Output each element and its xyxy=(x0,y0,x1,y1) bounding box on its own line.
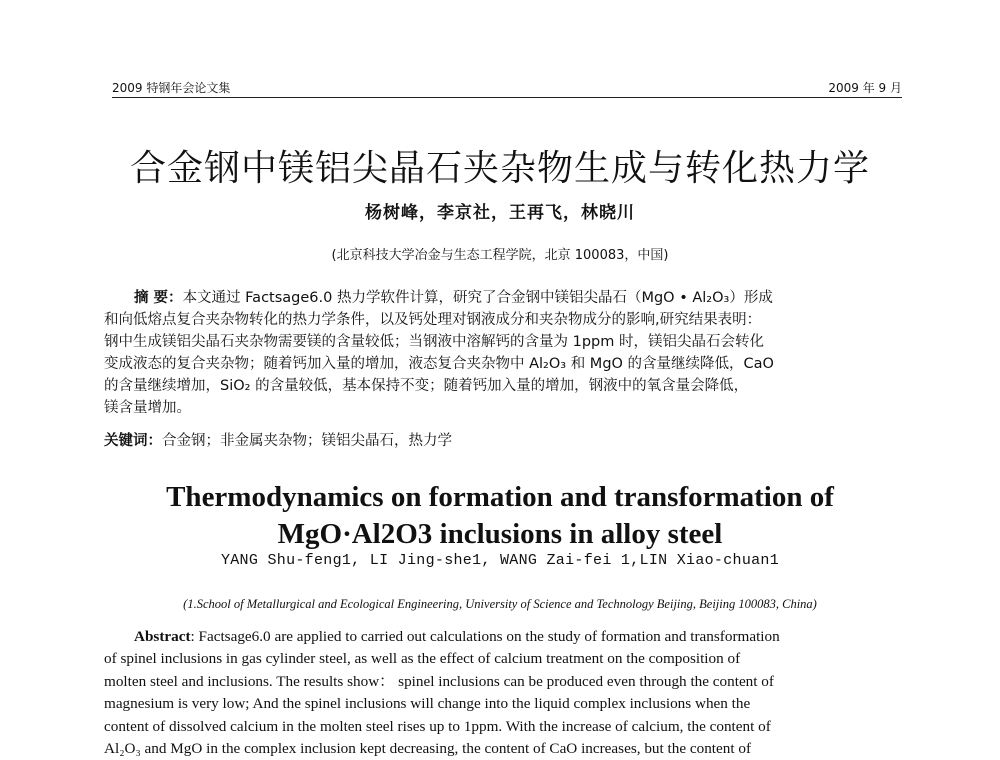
header-proceedings-title: 2009 特钢年会论文集 xyxy=(112,81,231,95)
abstract-cn-line: 和向低熔点复合夹杂物转化的热力学条件，以及钙处理对钢液成分和夹杂物成分的影响,研究结果表明： xyxy=(104,312,762,328)
keywords-cn-label: 关键词： xyxy=(104,433,162,449)
abstract-en-line: of spinel inclusions in gas cylinder steel, as well as the effect of calcium treatment on the composition of xyxy=(104,650,741,668)
abstract-cn-line: 的含量继续增加，SiO₂ 的含量较低，基本保持不变；随着钙加入量的增加，钢液中的氧含量会降低， xyxy=(104,378,749,394)
abstract-cn-label: 摘 要： xyxy=(134,290,183,306)
abstract-en-line: molten steel and inclusions. The results show： spinel inclusions can be produced even through the content of xyxy=(104,672,774,690)
paper-title-en-line1: Thermodynamics on formation and transformation of xyxy=(166,481,834,513)
abstract-cn-line: 钢中生成镁铝尖晶石夹杂物需要镁的含量较低；当钢液中溶解钙的含量为 1ppm 时，镁铝尖晶石会转化 xyxy=(104,334,764,350)
abstract-cn-line: 变成液态的复合夹杂物；随着钙加入量的增加，液态复合夹杂物中 Al₂O₃ 和 MgO 的含量继续降低，CaO xyxy=(104,356,774,372)
affiliation-cn: (北京科技大学冶金与生态工程学院，北京 100083，中国) xyxy=(331,248,669,263)
abstract-en-line: Abstract: Factsage6.0 are applied to carried out calculations on the study of formation and transformation xyxy=(134,628,780,645)
abstract-en-label: Abstract xyxy=(134,628,191,645)
authors-en: YANG Shu-feng1, LI Jing-she1, WANG Zai-fei 1,LIN Xiao-chuan1 xyxy=(220,552,780,569)
keywords-cn-list: 合金钢；非金属夹杂物；镁铝尖晶石，热力学 xyxy=(162,433,452,449)
authors-cn: 杨树峰，李京社，王再飞，林晓川 xyxy=(365,203,635,223)
abstract-cn-line: 镁含量增加。 xyxy=(104,400,191,416)
abstract-en-line: content of dissolved calcium in the molten steel rises up to 1ppm. With the increase of calcium, the content of xyxy=(104,717,771,735)
running-header xyxy=(112,78,902,98)
abstract-en xyxy=(104,626,899,760)
abstract-cn-line: 摘 要：本文通过 Factsage6.0 热力学软件计算，研究了合金钢中镁铝尖晶石（MgO • Al₂O₃）形成 xyxy=(134,290,773,306)
abstract-en-line: Al₂O₃ and MgO in the complex inclusion kept decreasing, the content of CaO increases, but the content of xyxy=(104,740,752,758)
header-date: 2009 年 9 月 xyxy=(828,81,902,95)
affiliation-en: (1.School of Metallurgical and Ecological Engineering, University of Science and Technology Beijing, Beijing 100083, China) xyxy=(183,597,817,611)
paper-title-cn: 合金钢中镁铝尖晶石夹杂物生成与转化热力学 xyxy=(129,148,870,189)
abstract-cn xyxy=(104,287,899,419)
paper-title-en-line2: MgO·Al2O3 inclusions in alloy steel xyxy=(277,518,723,550)
abstract-en-line: magnesium is very low; And the spinel inclusions will change into the liquid complex inclusions when the xyxy=(104,695,751,713)
paper-title-en xyxy=(0,479,1000,553)
keywords-cn xyxy=(104,429,899,450)
